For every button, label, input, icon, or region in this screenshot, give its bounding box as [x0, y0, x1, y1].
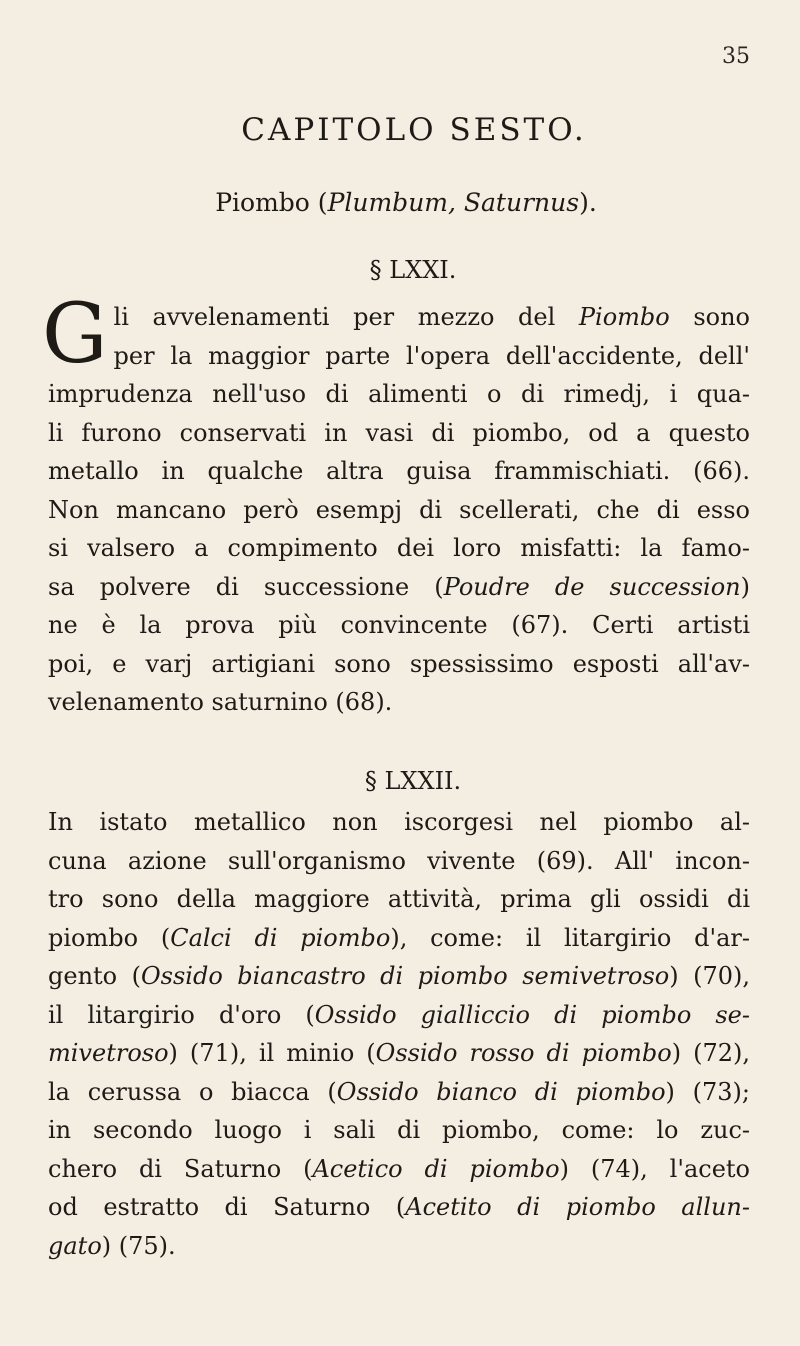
text-line	[48, 996, 750, 1035]
text-run: per la maggior parte l'opera dell'accidente, dell'	[113, 341, 750, 370]
section-lxxi-paragraph	[42, 287, 750, 722]
italic-term: Acetito di piombo allun-	[405, 1193, 750, 1221]
italic-term: Poudre de succession	[443, 572, 741, 601]
text-line	[48, 842, 750, 881]
text-line	[48, 919, 750, 958]
text-run: ) (70),	[669, 962, 751, 990]
text-line	[48, 452, 750, 491]
subtitle-latin-name: Plumbum, Saturnus	[327, 188, 580, 217]
text-run: chero di Saturno (	[48, 1154, 313, 1183]
chapter-title: CAPITOLO SESTO.	[241, 112, 587, 148]
text-run: velenamento saturnino (68).	[48, 688, 393, 716]
italic-term: Piombo	[578, 303, 670, 331]
text-run: In istato metallico non iscorgesi nel piombo al-	[48, 808, 750, 836]
italic-term: Ossido biancastro di piombo semivetroso	[140, 962, 670, 990]
text-run: )	[740, 572, 750, 601]
italic-term: Ossido bianco di piombo	[336, 1077, 666, 1106]
text-line	[48, 298, 750, 337]
text-line	[48, 1227, 750, 1266]
text-run: imprudenza nell'uso di alimenti o di rimedj, i qua-	[48, 380, 750, 408]
text-run: od estratto di Saturno (	[48, 1193, 406, 1221]
text-run: si valsero a compimento dei loro misfatti: la famo-	[48, 534, 750, 562]
text-run: il litargirio d'oro (	[48, 1000, 315, 1029]
italic-term: gato	[48, 1231, 102, 1260]
drop-cap: G	[42, 287, 108, 382]
text-line	[48, 414, 750, 453]
text-run: cuna azione sull'organismo vivente (69). All' incon-	[48, 846, 750, 875]
text-line	[48, 1111, 750, 1150]
text-run: metallo in qualche altra guisa frammischiati. (66).	[48, 457, 750, 485]
text-run: ), come: il litargirio d'ar-	[390, 923, 750, 952]
section-lxxii-paragraph	[48, 803, 750, 1265]
text-run: ) (72),	[671, 1039, 750, 1067]
text-run: Non mancano però esempj di scellerati, che di esso	[48, 495, 750, 524]
text-run: poi, e varj artigiani sono spessissimo esposti all'av-	[48, 649, 750, 678]
text-line	[48, 880, 750, 919]
text-line	[48, 337, 750, 376]
text-line	[48, 683, 750, 722]
text-run: la cerussa o biacca (	[48, 1077, 337, 1106]
text-run: sa polvere di successione (	[48, 572, 444, 601]
text-line	[48, 957, 750, 996]
text-line	[48, 491, 750, 530]
text-run: ne è la prova più convincente (67). Certi artisti	[48, 611, 750, 639]
text-run: sono	[669, 303, 750, 331]
text-run: ) (71), il minio (	[168, 1039, 376, 1067]
text-line	[48, 645, 750, 684]
section-heading-lxxii: § LXXII.	[364, 767, 462, 795]
chapter-subtitle	[0, 188, 800, 217]
text-run: ) (73);	[665, 1077, 750, 1106]
text-line	[48, 529, 750, 568]
subtitle-tail: ).	[579, 188, 597, 217]
italic-term: Ossido gialliccio di piombo se-	[314, 1000, 750, 1029]
text-line	[48, 1150, 750, 1189]
text-line	[48, 1034, 750, 1073]
text-line	[48, 375, 750, 414]
page-number: 35	[722, 44, 750, 69]
section-heading-lxxi: § LXXI.	[369, 256, 457, 284]
text-run: li furono conservati in vasi di piombo, od a questo	[48, 418, 750, 447]
text-run: li avvelenamenti per mezzo del	[113, 303, 579, 331]
text-line	[48, 568, 750, 607]
italic-term: Calci di piombo	[170, 923, 391, 952]
subtitle-lead: Piombo (	[215, 188, 328, 217]
text-line	[48, 1073, 750, 1112]
text-line	[48, 606, 750, 645]
italic-term: Acetico di piombo	[312, 1154, 560, 1183]
text-run: tro sono della maggiore attività, prima gli ossidi di	[48, 885, 750, 913]
text-run: piombo (	[48, 923, 171, 952]
italic-term: Ossido rosso di piombo	[375, 1039, 672, 1067]
italic-term: mivetroso	[48, 1039, 169, 1067]
text-run: gento (	[48, 962, 141, 990]
text-run: ) (75).	[101, 1231, 176, 1260]
text-line	[48, 1188, 750, 1227]
text-line	[48, 803, 750, 842]
text-run: in secondo luogo i sali di piombo, come: lo zuc-	[48, 1116, 750, 1144]
text-run: ) (74), l'aceto	[559, 1154, 751, 1183]
